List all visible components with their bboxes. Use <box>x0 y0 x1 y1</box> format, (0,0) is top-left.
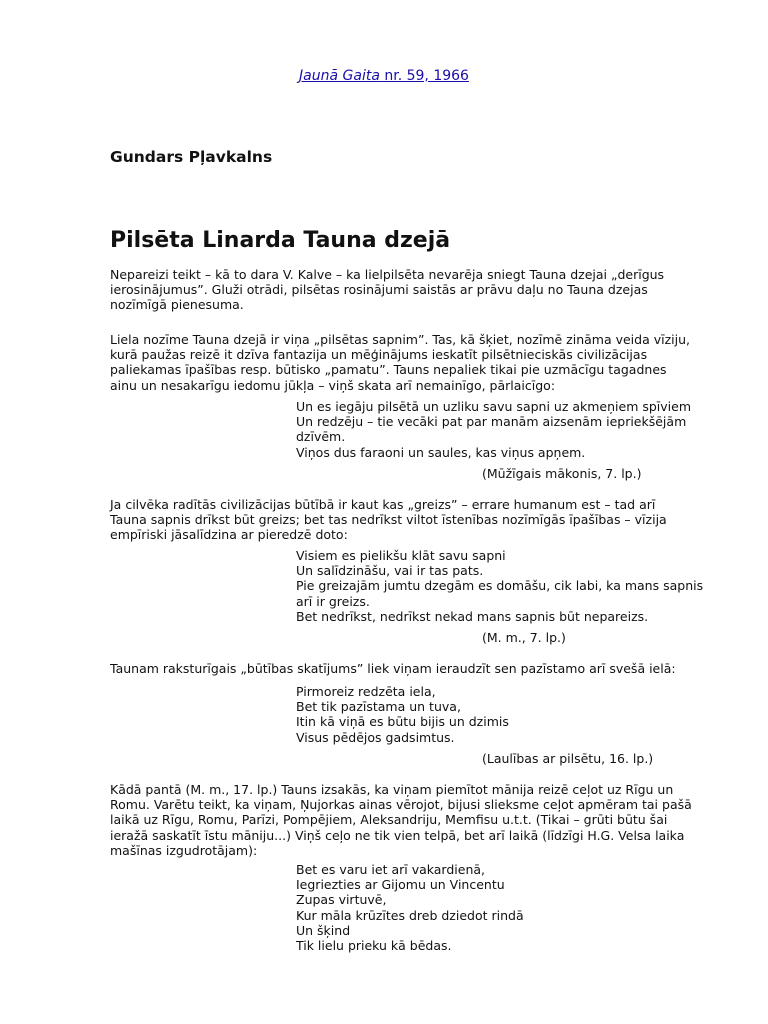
poem-line: Kur māla krūzītes dreb dziedot rindā <box>296 907 524 923</box>
poem-line: Un šķind <box>296 922 351 938</box>
poem-line: Pirmoreiz redzēta iela, <box>296 684 436 699</box>
poem-line: Bet tik pazīstama un tuva, <box>296 699 461 715</box>
poem-line: Un salīdzināšu, vai ir tas pats. <box>296 563 484 579</box>
paragraph-3: Ja cilvēka radītās civilizācijas būtībā ir kaut kas „greizs” – errare humanum est – tad arī Tauna sapnis drīkst būt greizs; bet tas nedrīkst viltot īstenības nozīmīgās īpašības – vīzija empīriski jāsalīdzina ar pieredzē doto: <box>110 497 667 543</box>
poem-excerpt-3 <box>296 684 716 745</box>
poem-line: Itin kā viņā es būtu bijis un dzimis <box>296 714 509 730</box>
poem-citation-1: (Mūžīgais mākonis, 7. lp.) <box>482 466 642 481</box>
poem-citation-2: (M. m., 7. lp.) <box>482 630 566 645</box>
paragraph-4: Taunam raksturīgais „būtības skatījums” liek viņam ieraudzīt sen pazīstamo arī svešā ielā: <box>110 661 676 676</box>
journal-reference <box>0 68 768 84</box>
poem-line: Tik lielu prieku kā bēdas. <box>296 938 452 954</box>
poem-line: Iegriezties ar Gijomu un Vincentu <box>296 877 505 893</box>
poem-line: Pie greizajām jumtu dzegām es domāšu, cik labi, ka mans sapnis arī ir greizs. <box>296 578 704 609</box>
poem-line: Bet nedrīkst, nedrīkst nekad mans sapnis būt nepareizs. <box>296 608 649 624</box>
poem-citation-3: (Laulības ar pilsētu, 16. lp.) <box>482 751 654 766</box>
journal-issue: nr. 59, 1966 <box>379 68 469 84</box>
journal-link[interactable] <box>299 68 469 84</box>
journal-name: Jaunā Gaita <box>299 68 380 84</box>
poem-excerpt-2 <box>296 548 716 624</box>
poem-line: Un es iegāju pilsētā un uzliku savu sapni uz akmeņiem spīviem <box>296 399 692 414</box>
poem-line: Un redzēju – tie vecāki pat par manām aizsenām iepriekšējām dzīvēm. <box>296 414 687 445</box>
poem-line: Bet es varu iet arī vakardienā, <box>296 862 486 877</box>
poem-line: Zupas virtuvē, <box>296 892 387 908</box>
paragraph-5: Kādā pantā (M. m., 17. lp.) Tauns izsakās, ka viņam piemītot mānija reizē ceļot uz Rīgu un Romu. Varētu teikt, ka viņam, Ņujorkas ainas vērojot, bijusi slieksme ceļot apmēram tai pašā laikā uz Rīgu, Romu, Parīzi, Pompējiem, Aleksandriju, Memfisu u.t.t. (Tikai – grūti būtu šai ieražā saskatīt īstu māniju...) Viņš ceļo ne tik vien telpā, bet arī laikā (līdzīgi H.G. Velsa laika mašīnas izgudrotājam): <box>110 782 692 858</box>
poem-line: Visus pēdējos gadsimtus. <box>296 729 455 745</box>
poem-excerpt-1 <box>296 399 716 460</box>
paragraph-1: Nepareizi teikt – kā to dara V. Kalve – ka lielpilsēta nevarēja sniegt Tauna dzejai „derīgus ierosinājumus”. Gluži otrādi, pilsētas rosinājumi saistās ar prāvu daļu no Tauna dzejas nozīmīgā pienesuma. <box>110 267 665 313</box>
poem-excerpt-4 <box>296 862 716 953</box>
article-title: Pilsēta Linarda Tauna dzejā <box>110 228 451 253</box>
poem-line: Visiem es pielikšu klāt savu sapni <box>296 548 506 563</box>
poem-line: Viņos dus faraoni un saules, kas viņus apņem. <box>296 444 586 460</box>
author-name: Gundars Pļavkalns <box>110 148 273 166</box>
paragraph-2: Liela nozīme Tauna dzejā ir viņa „pilsētas sapnim”. Tas, kā šķiet, nozīmē zināma veida vīziju, kurā paužas reizē it dzīva fantazija un mēģinājums ieskatīt pilsētnieciskās civilizācijas paliekamas īpašības resp. būtisko „pamatu”. Tauns nepaliek tikai pie uzmācīgu tagadnes ainu un nesakarīgu iedomu jūkļa – viņš skata arī nemainīgo, pārlaicīgo: <box>110 332 690 393</box>
